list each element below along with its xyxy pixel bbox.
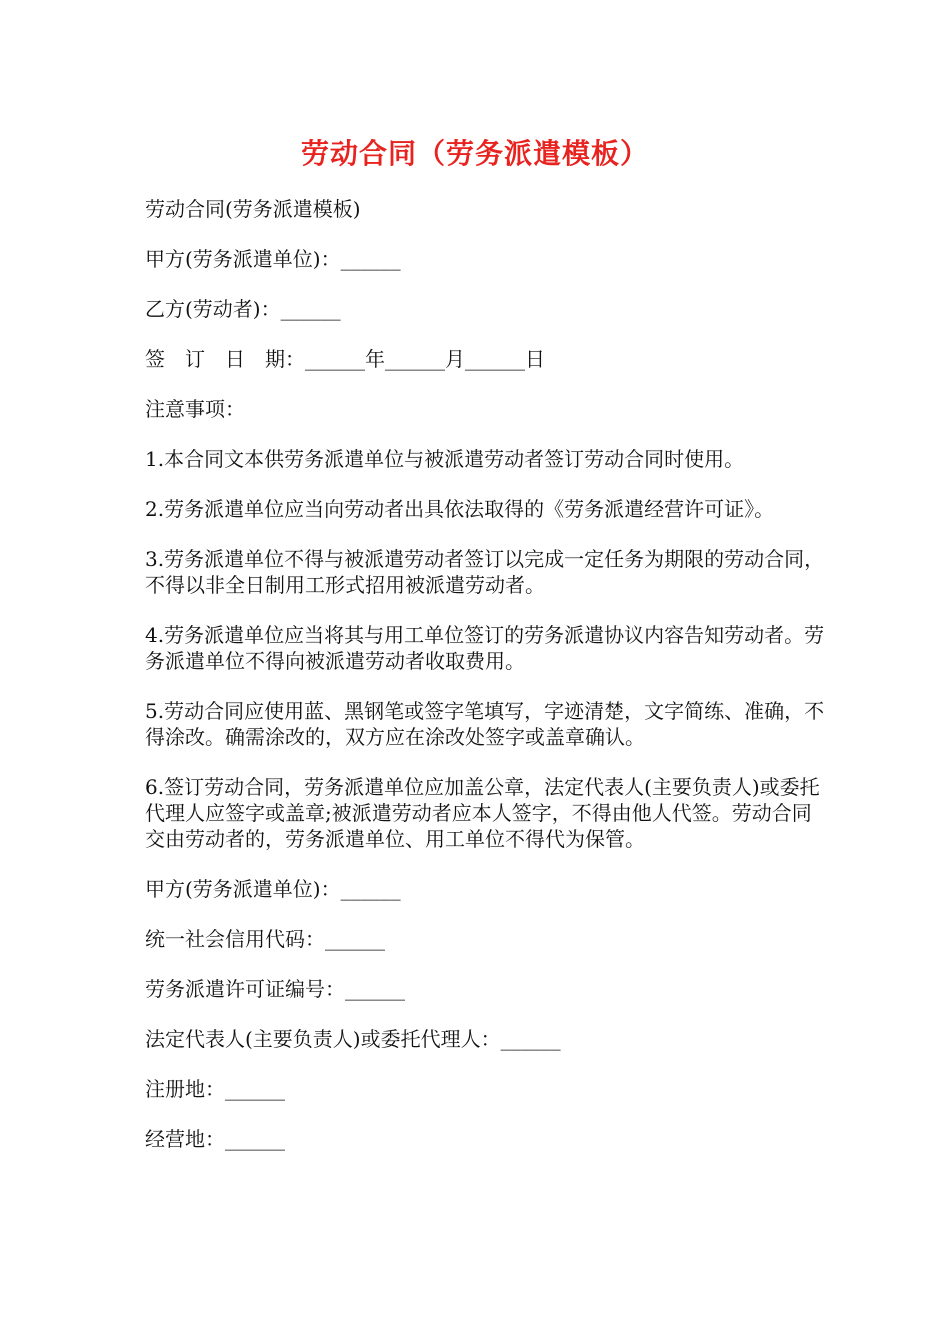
paragraph-party-a-info: 甲方(劳务派遣单位)：______ bbox=[145, 877, 401, 901]
paragraph-business-address: 经营地：______ bbox=[145, 1127, 285, 1151]
paragraph-subtitle: 劳动合同(劳务派遣模板) bbox=[145, 197, 361, 221]
paragraph-note-1: 1.本合同文本供劳务派遣单位与被派遣劳动者签订劳动合同时使用。 bbox=[145, 447, 745, 471]
paragraph-note-6: 6.签订劳动合同，劳务派遣单位应加盖公章，法定代表人(主要负责人)或委托代理人应签字或盖章;被派遣劳动者应本人签字，不得由他人代签。劳动合同交由劳动者的，劳务派遣单位、用工单位不得代为保管。 bbox=[145, 775, 820, 851]
paragraph-credit-code: 统一社会信用代码：______ bbox=[145, 927, 385, 951]
paragraph-note-2: 2.劳务派遣单位应当向劳动者出具依法取得的《劳务派遣经营许可证》。 bbox=[145, 497, 775, 521]
paragraph-note-4: 4.劳务派遣单位应当将其与用工单位签订的劳务派遣协议内容告知劳动者。劳务派遣单位不得向被派遣劳动者收取费用。 bbox=[145, 623, 825, 673]
paragraph-registered-address: 注册地：______ bbox=[145, 1077, 285, 1101]
paragraph-note-3: 3.劳务派遣单位不得与被派遣劳动者签订以完成一定任务为期限的劳动合同，不得以非全日制用工形式招用被派遣劳动者。 bbox=[145, 547, 825, 597]
document-body bbox=[145, 196, 825, 1176]
paragraph-legal-representative: 法定代表人(主要负责人)或委托代理人：______ bbox=[145, 1027, 561, 1051]
document-title: 劳动合同（劳务派遣模板） bbox=[300, 137, 649, 170]
paragraph-party-a: 甲方(劳务派遣单位)：______ bbox=[145, 247, 401, 271]
paragraph-note-5: 5.劳动合同应使用蓝、黑钢笔或签字笔填写，字迹清楚，文字简练、准确，不得涂改。确需涂改的，双方应在涂改处签字或盖章确认。 bbox=[145, 699, 825, 749]
paragraph-license-number: 劳务派遣许可证编号：______ bbox=[145, 977, 405, 1001]
paragraph-sign-date: 签 订 日 期：______年______月______日 bbox=[145, 347, 545, 371]
paragraph-notes-heading: 注意事项： bbox=[145, 397, 245, 421]
paragraph-party-b: 乙方(劳动者)：______ bbox=[145, 297, 341, 321]
